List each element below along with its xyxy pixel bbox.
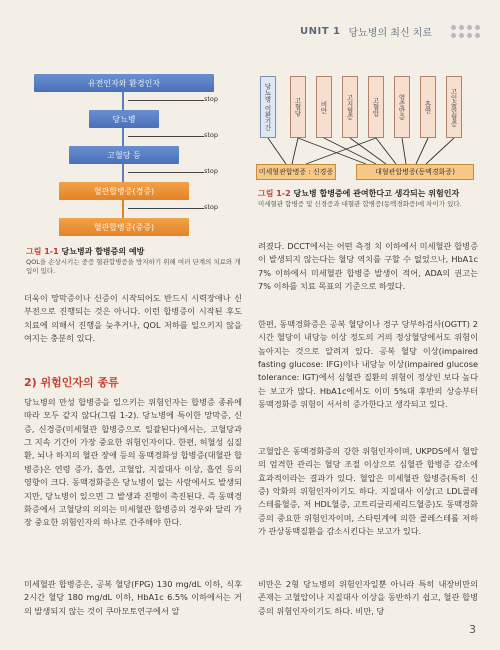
figure-1-1-caption [26, 246, 144, 257]
left-paragraph-3: 미세혈관 합병증은, 공복 혈당(FPG) 130 mg/dL 이하, 식후 2시간 혈당 180 mg/dL 이하, HbA1c 6.5% 이하에서는 거의 발생되지 않는 것이 쿠마모토연구에서 알 [24, 579, 242, 616]
flow-box-genetic-environment: 유전인자와 환경인자 [34, 74, 214, 92]
section-number: 2) [24, 376, 37, 389]
caption-title: 당뇨병 합병증에 관여한다고 생각되는 위험인자 [293, 189, 460, 198]
microvascular-complication-box: 미세혈관합병증 : 신경증 [256, 164, 336, 180]
right-paragraph-1: 려졌다. DCCT에서는 어떤 측정 치 이하에서 미세혈관 합병증이 발생되지 않는다는 혈당 역치를 구할 수 없었으나, HbA1c 7% 이하에서 미세혈관 합병증 발생이 적어, ADA의 권고는 7% 이하를 치료 목표의 기준으로 하였다. [258, 241, 478, 292]
flow-arrow [122, 200, 124, 218]
risk-factor-smoking: 흡연 [420, 76, 436, 138]
stop-line [128, 172, 204, 173]
macrovascular-complication-box: 대혈관합병증(동맥경화증) [356, 164, 474, 180]
flow-arrow [122, 164, 124, 182]
caption-title: 당뇨병과 합병증의 예방 [61, 247, 145, 256]
running-header [300, 20, 480, 42]
stop-label: stop [204, 167, 219, 175]
stop-label: stop [204, 203, 219, 211]
stop-line [128, 208, 204, 209]
decorative-dots-icon [451, 25, 480, 38]
flow-box-diabetes: 당뇨병 [89, 110, 159, 128]
right-paragraph-3: 고혈압은 동맥경화증의 강한 위험인자이며, UKPDS에서 혈압의 엄격한 관리는 혈당 조절 이상으로 심혈관 합병증 감소에 효과적이라는 결과가 있다. 혈압은 미세혈관 합병증(특히 신증) 악화의 위험인자이기도 하다. 지질대사 이상(고 LDL콜레스테롤혈증, 저 HDL혈증, 고트리글리세리드혈증)도 동맥경화증의 중요한 위험인자이며, 스타틴계에 의한 콜레스테롤 저하가 관상동맥질환을 감소시킨다는 보고가 있다. [258, 446, 478, 537]
section-heading [24, 374, 119, 390]
figure-1-2-caption [258, 188, 459, 199]
risk-factor-inflammation: 염증반응 [394, 76, 410, 138]
risk-factor-duration: 당뇨병 이환기간 [260, 76, 276, 138]
right-paragraph-4: 비만은 2형 당뇨병의 위험인자일뿐 아니라 특히 내장비만의 존재는 고혈압이나 지질대사 이상을 동반하기 쉽고, 혈관 합병증의 위험인자이기도 하다. 비만, 당 [258, 579, 478, 616]
risk-factor-hypertension: 고혈압 [368, 76, 384, 138]
stop-label: stop [204, 131, 219, 139]
figure-1-2-caption-text: 미세혈관 합병증 및 신경증과 대혈관 합병증(동맥경화증)에 차이가 있다. [258, 200, 462, 208]
risk-factor-obesity: 비만 [316, 76, 332, 138]
stop-label: stop [204, 95, 219, 103]
figure-1-1-caption-text: QOL을 손상시키는 중증 혈관합병증을 방지하기 위해 여러 단계의 치료와 개입이 있다. [26, 258, 241, 275]
stop-line [128, 136, 204, 137]
right-paragraph-2: 한편, 동맥경화증은 공복 혈당이나 경구 당부하검사(OGTT) 2시간 혈당이 내당능 이상 정도의 거의 정상혈당에서도 위험이 높아지는 것으로 알려져 있다. 공복 혈당 이상(impaired fasting glucose: IFG)이나 내당능 이상(impaired glucose tolerance: IGT)에서 심혈관 질환의 위험이 정상인 보다 높다는 보고가 많다. HbA1c에서도 이미 5%대 후반의 상승부터 동맥경화증 위험이 서서히 증가한다고 생각되고 있다. [258, 319, 478, 410]
risk-factor-hyperinsulinemia: 고인슐린혈증 [446, 76, 462, 138]
caption-number: 그림 1-1 [26, 247, 59, 256]
stop-line [128, 100, 204, 101]
chapter-title: 당뇨병의 최신 치료 [348, 27, 433, 39]
unit-label: UNIT 1 [300, 25, 341, 37]
section-title: 위험인자의 종류 [40, 376, 119, 389]
left-paragraph-2: 당뇨병의 만성 합병증을 일으키는 위험인자는 합병증 종류에 따라 모두 같지 않다(그림 1-2). 당뇨병에 특이한 망막증, 신증, 신경증(미세혈관 합병증으로 일괄된다)에서는, 고혈당과 그 지속 기간이 가장 중요한 위험인자이다. 한편, 허혈성 심질환, 뇌나 하지의 혈관 장애 등의 동맥경화성 합병증(대혈관 합병증)은 연령 증가, 흡연, 고혈압, 지질대사 이상, 흡연 등의 영향이 크다. 동맥경화증은 당뇨병이 없는 사람에서도 발생되지만, 당뇨병이 있으면 그 발생과 진행이 촉진된다. 즉 동맥경화증에서 고혈당의 의의는 미세혈관 합병증의 경우와 달리 가장 중요한 위험인자의 하나로 간주해야 한다. [24, 397, 242, 528]
flow-box-severe-complications: 혈관합병증(중증) [59, 218, 189, 236]
left-paragraph-1: 더욱이 망막증이나 신증이 시작되어도 반드시 시력장애나 신부전으로 진행되는 것은 아니다. 이런 합병증이 시작된 후도 치료에 의해서 진행을 늦추거나, QOL 저하를 일으키지 않을 여지는 충분히 있다. [24, 293, 242, 344]
flow-arrow [122, 92, 124, 110]
figure-1-2-diagram [256, 74, 478, 184]
caption-number: 그림 1-2 [258, 189, 291, 198]
figure-1-1-flowchart [24, 74, 244, 244]
risk-factor-hyperlipidemia: 고지혈증 [342, 76, 358, 138]
flow-box-hyperglycemia: 고혈당 등 [69, 146, 179, 164]
flow-box-mild-complications: 혈관합병증(경증) [59, 182, 189, 200]
flow-arrow [122, 128, 124, 146]
page-number: 3 [469, 623, 476, 636]
risk-factor-hyperglycemia: 고혈당 [290, 76, 306, 138]
